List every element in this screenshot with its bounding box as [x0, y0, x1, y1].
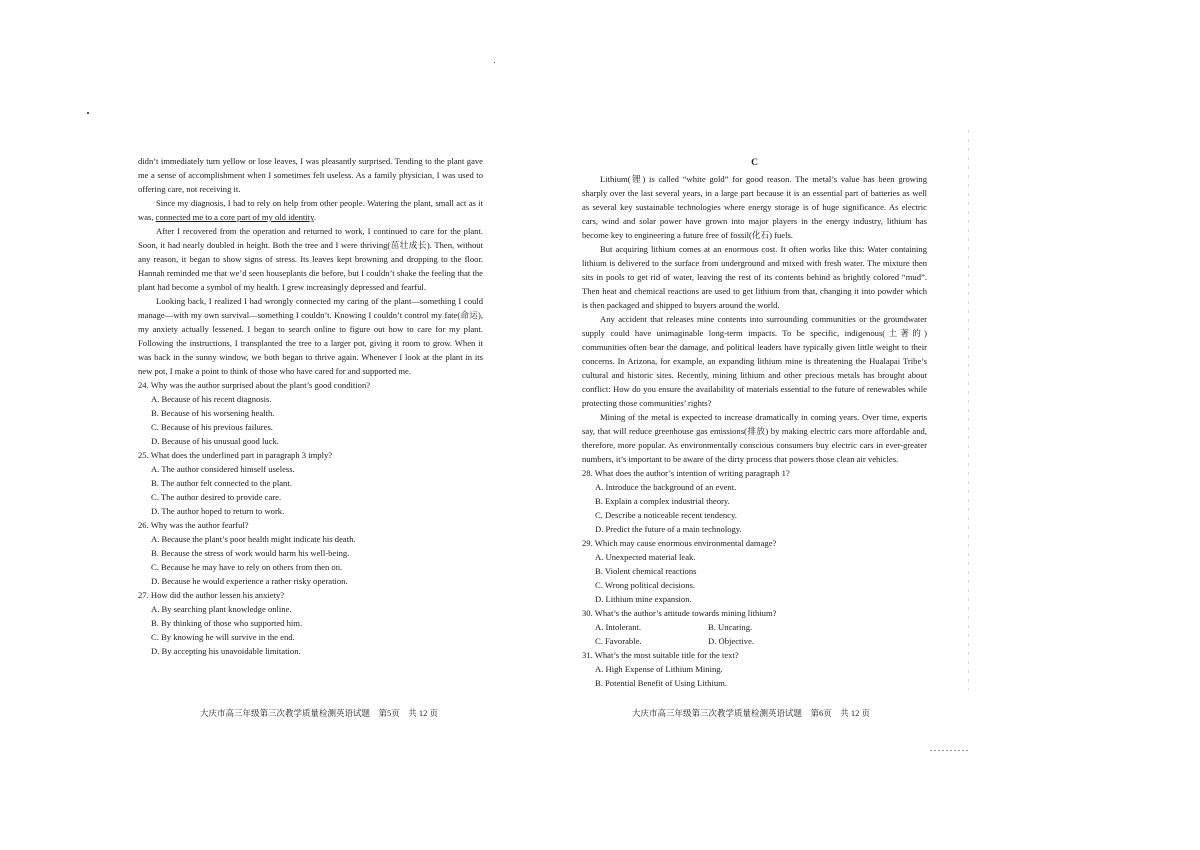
- option: C. By knowing he will survive in the end.: [151, 632, 295, 642]
- scan-speck: [87, 112, 89, 114]
- question-29: [582, 536, 927, 606]
- question-stem: 28. What does the author’s intention of writing paragraph 1?: [582, 468, 790, 478]
- section-heading: C: [751, 158, 758, 168]
- option: A. Because the plant’s poor health might indicate his death.: [151, 534, 356, 544]
- question-stem: 30. What’s the author’s attitude towards mining lithium?: [582, 608, 777, 618]
- option: D. The author hoped to return to work.: [151, 506, 285, 516]
- question-stem: 26. Why was the author fearful?: [138, 520, 249, 530]
- left-paragraph-1: didn’t immediately turn yellow or lose leaves, I was pleasantly surprised. Tending to the plant gave me a sense of accomplishment when I sometimes felt useless. As a family physician, I was used to offering care, not receiving it.: [138, 156, 483, 194]
- left-page-footer: 大庆市高三年级第三次教学质量检测英语试题 第5页 共 12 页: [200, 708, 439, 718]
- option: D. Because he would experience a rather risky operation.: [151, 576, 348, 586]
- option: C. Because of his previous failures.: [151, 422, 273, 432]
- option: B. By thinking of those who supported him.: [151, 618, 303, 628]
- option: C. Because he may have to rely on others from then on.: [151, 562, 343, 572]
- question-stem: 24. Why was the author surprised about the plant’s good condition?: [138, 380, 371, 390]
- question-25: [138, 448, 483, 518]
- option: A. By searching plant knowledge online.: [151, 604, 292, 614]
- option-row: [582, 620, 927, 634]
- option: C. Describe a noticeable recent tendency.: [595, 510, 737, 520]
- left-paragraph-3: After I recovered from the operation and returned to work, I continued to care for the plant. Soon, it had nearly doubled in height. Both the tree and I were thriving(茁壮成长). Then, without any reason, it began to show signs of stress. Its leaves kept browning and dropping to the floor. Hannah reminded me that we’d seen houseplants die before, but I couldn’t shake the feeling that the plant had become a symbol of my health. I grew increasingly depressed and fearful.: [138, 226, 483, 292]
- question-26: [138, 518, 483, 588]
- left-page: [138, 0, 483, 850]
- option: C. Favorable.: [595, 636, 642, 646]
- option: D. Lithium mine expansion.: [595, 594, 692, 604]
- left-paragraph-2: [138, 196, 483, 224]
- option-row: [582, 634, 927, 648]
- option: A. High Expense of Lithium Mining.: [595, 664, 723, 674]
- right-page-footer: 大庆市高三年级第三次教学质量检测英语试题 第6页 共 12 页: [632, 708, 871, 718]
- option: C. The author desired to provide care.: [151, 492, 282, 502]
- option: D. By accepting his unavoidable limitation.: [151, 646, 301, 656]
- right-paragraph-1: Lithium(锂) is called “white gold” for good reason. The metal’s value has been growing sharply over the last several years, in a large part because it is an essential part of batteries as well as several key sustainable technologies where energy storage is of huge significance. As electric cars, wind and solar power have grown into major players in the energy industry, lithium has become key to engineering a future free of fossil(化石) fuels.: [582, 174, 927, 240]
- right-paragraph-2: But acquiring lithium comes at an enormous cost. It often works like this: Water containing lithium is delivered to the surface from underground and mixed with fresh water. The mixture then sits in pools to get rid of water, leaving the rest of its contents behind as brightly colored “mud”. Then heat and chemical reactions are used to get lithium from that, changing it into powder which is then packaged and shipped to buyers around the world.: [582, 244, 927, 310]
- option: D. Objective.: [708, 636, 755, 646]
- right-column: [582, 154, 927, 690]
- option: B. Because of his worsening health.: [151, 408, 275, 418]
- option: A. Because of his recent diagnosis.: [151, 394, 272, 404]
- option: B. Because the stress of work would harm his well-being.: [151, 548, 350, 558]
- question-stem: 27. How did the author lessen his anxiety?: [138, 590, 285, 600]
- question-30: [582, 606, 927, 648]
- question-stem: 31. What’s the most suitable title for the text?: [582, 650, 739, 660]
- left-paragraph-2-end: .: [313, 212, 316, 222]
- option: B. Violent chemical reactions: [595, 566, 697, 576]
- right-page: [582, 0, 927, 850]
- underlined-phrase: connected me to a core part of my old identity: [155, 212, 314, 222]
- question-31: [582, 648, 927, 690]
- option: B. The author felt connected to the plant.: [151, 478, 292, 488]
- option: B. Uncaring.: [708, 622, 753, 632]
- question-28: [582, 466, 927, 536]
- right-paragraph-4: Mining of the metal is expected to increase dramatically in coming years. Over time, experts say, that will reduce greenhouse gas emissions(排放) by making electric cars more affordable and, therefore, more popular. As environmentally conscious consumers buy electric cars in ever-greater numbers, it’s important to be aware of the dirty process that powers those clean air vehicles.: [582, 412, 927, 464]
- option: A. Introduce the background of an event.: [595, 482, 737, 492]
- option: D. Because of his unusual good luck.: [151, 436, 279, 446]
- left-column: [138, 154, 483, 658]
- option: A. Unexpected material leak.: [595, 552, 696, 562]
- question-24: [138, 378, 483, 448]
- option: C. Wrong political decisions.: [595, 580, 695, 590]
- scan-edge-line: [968, 130, 969, 690]
- right-paragraph-3: Any accident that releases mine contents into surrounding communities or the groundwater supply could have unimaginable long-term impacts. To be specific, indigenous(土著的) communities often bear the damage, and political leaders have typically given little weight to their concerns. In Arizona, for example, an expanding lithium mine is threatening the Hualapai Tribe’s cultural and historic sites. Recently, mining lithium and other precious metals has brought about conflict: How do you ensure the availability of materials essential to the future of renewables while protecting those communities’ rights?: [582, 314, 927, 408]
- scan-speck: [494, 62, 495, 63]
- question-27: [138, 588, 483, 658]
- option: A. Intolerant.: [595, 622, 642, 632]
- scan-edge-dash: [930, 750, 970, 751]
- question-stem: 25. What does the underlined part in paragraph 3 imply?: [138, 450, 333, 460]
- question-stem: 29. Which may cause enormous environmental damage?: [582, 538, 777, 548]
- option: D. Predict the future of a main technology.: [595, 524, 742, 534]
- option: B. Potential Benefit of Using Lithium.: [595, 678, 727, 688]
- left-paragraph-4: Looking back, I realized I had wrongly connected my caring of the plant—something I could manage—with my own survival—something I couldn’t. Knowing I couldn’t control my fate(命运), my anxiety actually lessened. I began to search online to figure out how to care for my plant. Following the instructions, I transplanted the tree to a larger pot, giving it room to grow. When it was back in the sunny window, we both began to thrive again. Whenever I look at the plant in its new pot, I make a point to think of those who have cared for and supported me.: [138, 296, 483, 376]
- option: A. The author considered himself useless.: [151, 464, 295, 474]
- option: B. Explain a complex industrial theory.: [595, 496, 730, 506]
- left-paragraph-2-text: Since my diagnosis, I had to rely on help from other people. Watering the plant, small act as it was,: [138, 198, 483, 222]
